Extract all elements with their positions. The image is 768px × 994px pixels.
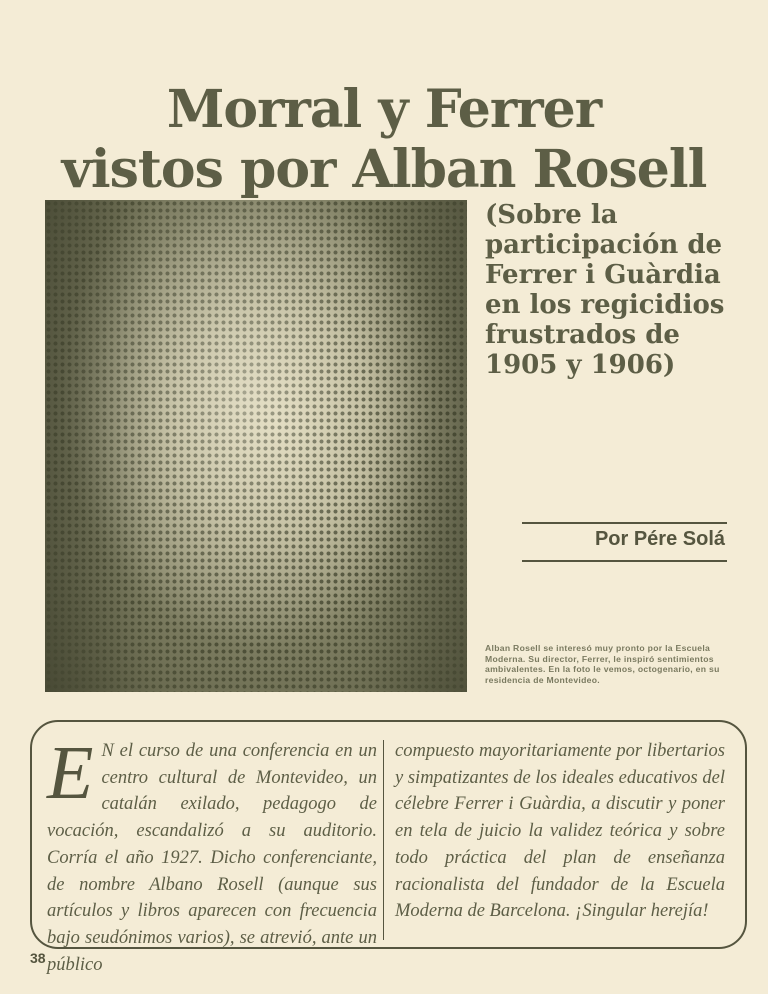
- byline: Por Pére Solá: [594, 528, 725, 550]
- body-text-1: N el curso de una conferencia en un centro cultural de Montevideo, un catalán exilado, pedagogo de vocación, escandalizó a su auditorio. Corría el año 1927. Dicho conferenciante, de nombre Albano Rosell (aunque sus artículos y libros aparecen con frecuencia bajo seudónimos varios), se atrevió, ante un público: [47, 741, 377, 975]
- drop-cap: E: [47, 731, 94, 815]
- column-divider: [383, 740, 384, 940]
- byline-rule-bottom: [522, 560, 727, 562]
- body-column-2: compuesto mayoritariamente por libertarios y simpatizantes de los ideales educativos del célebre Ferrer i Guàrdia, a discutir y poner en tela de juicio la validez teórica y sobre todo práctica del plan de enseñanza racionalista del fundador de la Escuela Moderna de Barcelona. ¡Singular herejía!: [395, 741, 725, 922]
- headline-line-2: vistos por Alban Rosell: [61, 139, 707, 200]
- portrait-photo: [45, 200, 467, 692]
- byline-rule-top: [522, 522, 727, 524]
- photo-caption: Alban Rosell se interesó muy pronto por la Escuela Moderna. Su director, Ferrer, le inspiró sentimientos ambivalentes. En la foto le vemos, octogenario, en su residencia de Montevideo.: [485, 643, 720, 685]
- headline-line-1: Morral y Ferrer: [166, 79, 602, 140]
- page-number: 38: [30, 950, 46, 966]
- body-column-1: [47, 731, 377, 978]
- subtitle: (Sobre la participación de Ferrer i Guàrdia en los regicidios frustrados de 1905 y 1906): [485, 200, 725, 380]
